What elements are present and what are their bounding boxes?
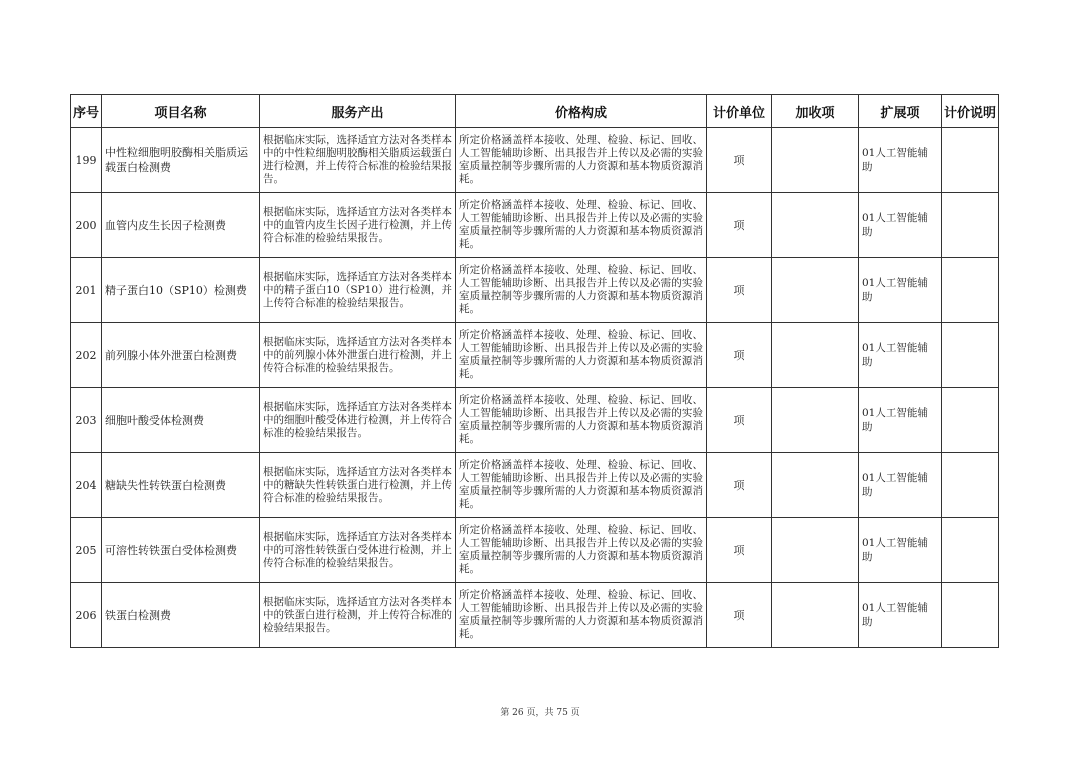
table-row	[71, 323, 999, 388]
fee-table	[70, 94, 999, 648]
header-price: 价格构成	[456, 95, 707, 128]
row-seq: 204	[71, 453, 102, 518]
table-row	[71, 128, 999, 193]
row-unit: 项	[707, 128, 772, 193]
header-extra: 加收项	[772, 95, 859, 128]
row-price: 所定价格涵盖样本接收、处理、检验、标记、回收、人工智能辅助诊断、出具报告并上传以及必需的实验室质量控制等步骤所需的人力资源和基本物质资源消耗。	[456, 258, 707, 323]
row-note	[942, 518, 999, 583]
table-row	[71, 388, 999, 453]
row-price: 所定价格涵盖样本接收、处理、检验、标记、回收、人工智能辅助诊断、出具报告并上传以及必需的实验室质量控制等步骤所需的人力资源和基本物质资源消耗。	[456, 323, 707, 388]
row-item-name: 可溶性转铁蛋白受体检测费	[102, 518, 260, 583]
table-row	[71, 453, 999, 518]
row-seq: 206	[71, 583, 102, 648]
row-unit: 项	[707, 258, 772, 323]
row-note	[942, 388, 999, 453]
row-item-name: 糖缺失性转铁蛋白检测费	[102, 453, 260, 518]
row-note	[942, 453, 999, 518]
row-item-name: 细胞叶酸受体检测费	[102, 388, 260, 453]
row-ext: 01人工智能辅助	[859, 583, 942, 648]
row-note	[942, 128, 999, 193]
row-note	[942, 193, 999, 258]
row-service: 根据临床实际，选择适宜方法对各类样本中的前列腺小体外泄蛋白进行检测，并上传符合标准的检验结果报告。	[260, 323, 456, 388]
row-item-name: 铁蛋白检测费	[102, 583, 260, 648]
row-seq: 203	[71, 388, 102, 453]
row-extra	[772, 258, 859, 323]
header-ext: 扩展项	[859, 95, 942, 128]
row-ext: 01人工智能辅助	[859, 323, 942, 388]
table-row	[71, 258, 999, 323]
row-note	[942, 258, 999, 323]
row-service: 根据临床实际，选择适宜方法对各类样本中的铁蛋白进行检测，并上传符合标准的检验结果报告。	[260, 583, 456, 648]
row-ext: 01人工智能辅助	[859, 518, 942, 583]
header-seq: 序号	[71, 95, 102, 128]
row-seq: 201	[71, 258, 102, 323]
row-note	[942, 583, 999, 648]
row-service: 根据临床实际，选择适宜方法对各类样本中的糖缺失性转铁蛋白进行检测，并上传符合标准的检验结果报告。	[260, 453, 456, 518]
row-price: 所定价格涵盖样本接收、处理、检验、标记、回收、人工智能辅助诊断、出具报告并上传以及必需的实验室质量控制等步骤所需的人力资源和基本物质资源消耗。	[456, 583, 707, 648]
table-row	[71, 583, 999, 648]
row-ext: 01人工智能辅助	[859, 258, 942, 323]
row-item-name: 精子蛋白10（SP10）检测费	[102, 258, 260, 323]
row-extra	[772, 323, 859, 388]
table-row	[71, 518, 999, 583]
row-seq: 205	[71, 518, 102, 583]
row-service: 根据临床实际，选择适宜方法对各类样本中的精子蛋白10（SP10）进行检测，并上传符合标准的检验结果报告。	[260, 258, 456, 323]
row-price: 所定价格涵盖样本接收、处理、检验、标记、回收、人工智能辅助诊断、出具报告并上传以及必需的实验室质量控制等步骤所需的人力资源和基本物质资源消耗。	[456, 193, 707, 258]
row-seq: 202	[71, 323, 102, 388]
row-extra	[772, 453, 859, 518]
row-service: 根据临床实际，选择适宜方法对各类样本中的细胞叶酸受体进行检测，并上传符合标准的检验结果报告。	[260, 388, 456, 453]
row-item-name: 中性粒细胞明胶酶相关脂质运载蛋白检测费	[102, 128, 260, 193]
row-seq: 200	[71, 193, 102, 258]
row-extra	[772, 583, 859, 648]
row-service: 根据临床实际，选择适宜方法对各类样本中的中性粒细胞明胶酶相关脂质运载蛋白进行检测，并上传符合标准的检验结果报告。	[260, 128, 456, 193]
header-note: 计价说明	[942, 95, 999, 128]
page-number: 第 26 页，共 75 页	[500, 708, 580, 718]
row-service: 根据临床实际，选择适宜方法对各类样本中的可溶性转铁蛋白受体进行检测，并上传符合标准的检验结果报告。	[260, 518, 456, 583]
header-service: 服务产出	[260, 95, 456, 128]
row-unit: 项	[707, 388, 772, 453]
row-extra	[772, 193, 859, 258]
header-name: 项目名称	[102, 95, 260, 128]
row-price: 所定价格涵盖样本接收、处理、检验、标记、回收、人工智能辅助诊断、出具报告并上传以及必需的实验室质量控制等步骤所需的人力资源和基本物质资源消耗。	[456, 388, 707, 453]
row-extra	[772, 128, 859, 193]
header-unit: 计价单位	[707, 95, 772, 128]
row-ext: 01人工智能辅助	[859, 128, 942, 193]
row-unit: 项	[707, 453, 772, 518]
row-ext: 01人工智能辅助	[859, 388, 942, 453]
row-unit: 项	[707, 518, 772, 583]
row-price: 所定价格涵盖样本接收、处理、检验、标记、回收、人工智能辅助诊断、出具报告并上传以及必需的实验室质量控制等步骤所需的人力资源和基本物质资源消耗。	[456, 128, 707, 193]
row-price: 所定价格涵盖样本接收、处理、检验、标记、回收、人工智能辅助诊断、出具报告并上传以及必需的实验室质量控制等步骤所需的人力资源和基本物质资源消耗。	[456, 518, 707, 583]
row-price: 所定价格涵盖样本接收、处理、检验、标记、回收、人工智能辅助诊断、出具报告并上传以及必需的实验室质量控制等步骤所需的人力资源和基本物质资源消耗。	[456, 453, 707, 518]
row-unit: 项	[707, 193, 772, 258]
table-header-row	[71, 95, 999, 128]
row-seq: 199	[71, 128, 102, 193]
row-unit: 项	[707, 323, 772, 388]
row-service: 根据临床实际，选择适宜方法对各类样本中的血管内皮生长因子进行检测，并上传符合标准的检验结果报告。	[260, 193, 456, 258]
row-extra	[772, 388, 859, 453]
row-extra	[772, 518, 859, 583]
row-unit: 项	[707, 583, 772, 648]
row-ext: 01人工智能辅助	[859, 453, 942, 518]
row-note	[942, 323, 999, 388]
row-ext: 01人工智能辅助	[859, 193, 942, 258]
row-item-name: 血管内皮生长因子检测费	[102, 193, 260, 258]
table-row	[71, 193, 999, 258]
row-item-name: 前列腺小体外泄蛋白检测费	[102, 323, 260, 388]
